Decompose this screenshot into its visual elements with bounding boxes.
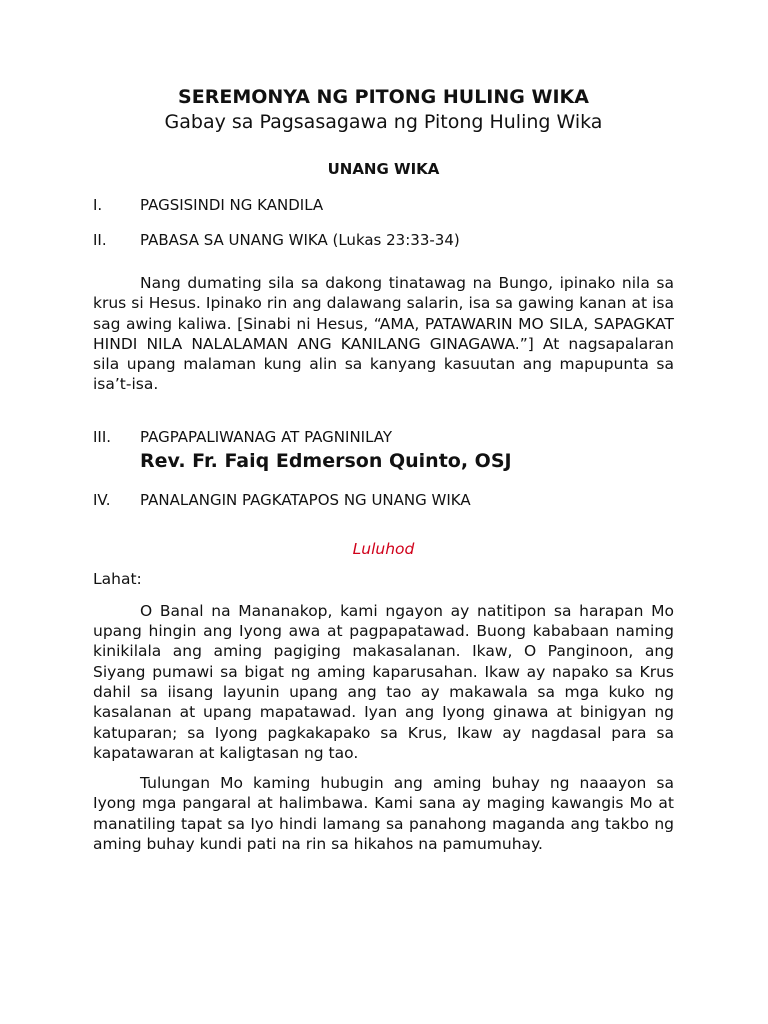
item-number: II. — [93, 231, 107, 249]
document-page — [93, 84, 674, 854]
item-text: PANALANGIN PAGKATAPOS NG UNANG WIKA — [140, 490, 471, 509]
list-item — [93, 427, 674, 447]
document-title: SEREMONYA NG PITONG HULING WIKA — [178, 86, 589, 108]
responder-label: Lahat: — [93, 569, 142, 588]
item-number: IV. — [93, 490, 111, 509]
item-text: PAGPAPALIWANAG AT PAGNINILAY — [140, 427, 393, 446]
list-item — [93, 195, 674, 215]
list-item — [93, 230, 674, 250]
list-item — [93, 490, 674, 510]
item-number: III. — [93, 427, 112, 446]
document-subtitle: Gabay sa Pagsasagawa ng Pitong Huling Wika — [164, 111, 603, 133]
speaker-name: Rev. Fr. Faiq Edmerson Quinto, OSJ — [140, 449, 512, 472]
item-number: I. — [93, 196, 103, 214]
rubric-instruction: Luluhod — [352, 539, 415, 558]
reading-paragraph: Nang dumating sila sa dakong tinatawag na Bungo, ipinako nila sa krus si Hesus. Ipinako rin ang dalawang salarin, isa sa gawing kanan at isa sag awing kaliwa. [Sinabi ni Hesus, “AMA, PATAWARIN MO SILA, SAPAGKAT HINDI NILA NALALAMAN ANG KANILANG GINAGAWA.”] At nagsapalaran sila upang malaman kung alin sa kanyang kasuutan ang mapupunta sa isa’t-isa. — [93, 274, 674, 394]
prayer-paragraph: Tulungan Mo kaming hubugin ang aming buhay ng naaayon sa Iyong mga pangaral at halimbawa. Kami sana ay maging kawangis Mo at manatiling tapat sa Iyo hindi lamang sa panahong maganda ang takbo ng aming buhay kundi pati na rin sa hikahos na pamumuhay. — [93, 774, 674, 854]
item-text: PABASA SA UNANG WIKA (Lukas 23:33-34) — [140, 231, 460, 249]
section-heading: UNANG WIKA — [327, 160, 440, 178]
item-text: PAGSISINDI NG KANDILA — [140, 196, 324, 214]
prayer-paragraph: O Banal na Mananakop, kami ngayon ay natitipon sa harapan Mo upang hingin ang Iyong awa at pagpapatawad. Buong kababaan naming kinikilala ang aming pagiging makasalanan. Ikaw, O Panginoon, ang Siyang pumawi sa bigat ng aming kaparusahan. Ikaw ay napako sa Krus dahil sa iisang layunin upang ang tao ay makawala sa mga kuko ng kasalanan at upang mapatawad. Iyan ang Iyong ginawa at binigyan ng katuparan; sa Iyong pagkakapako sa Krus, Ikaw ay nagdasal para sa kapatawaran at kaligtasan ng tao. — [93, 601, 674, 762]
